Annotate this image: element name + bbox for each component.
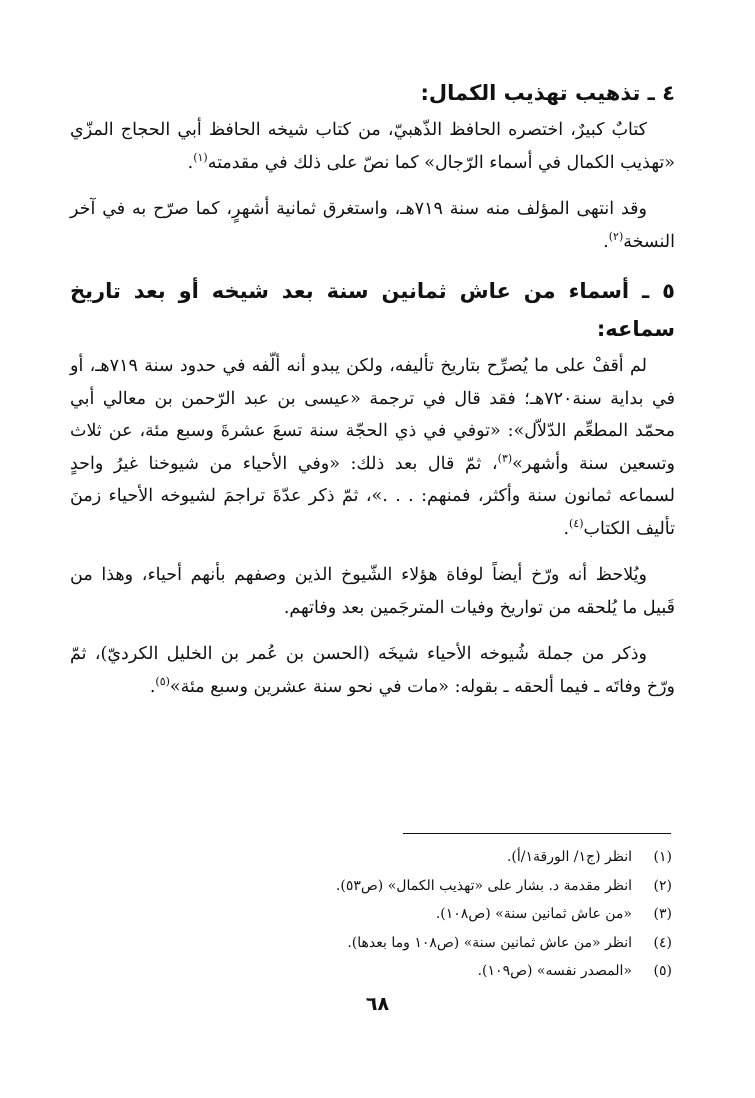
footnote-ref[interactable]: (٤) [569,516,584,530]
paragraph [70,559,675,624]
footnote-ref[interactable]: (٣) [497,451,513,465]
footnote-text: انظر مقدمة د. بشار على «تهذيب الكمال» (ص٥٣). [335,877,632,894]
footnote-ref[interactable]: (٥) [155,674,170,688]
footnote-ref[interactable]: (١) [193,150,208,164]
footnotes-list [80,843,672,986]
footnote-number: (٥) [653,963,672,979]
footnote-text: «المصدر نفسه» (ص١٠٩). [477,963,632,979]
footnote-number: (٣) [653,906,672,922]
paragraph [70,638,675,703]
footnote-item [80,929,672,958]
paragraph-tail: . [563,518,570,539]
paragraph-tail: . [149,676,156,697]
paragraph-text: لم أقفْ على ما يُصرِّح بتاريخ تأليفه، ولكن يبدو أنه ألّفه في حدود سنة ٧١٩هـ، أو في بداية سنة٧٢٠هـ؛ فقد قال في ترجمة «عيسى بن عبد الرّحمن بن معالي أبي محمّد المطعِّم الدّلاّل»: «توفي في ذي الحجّة سنة تسعَ عشرةَ وسبع مئة، عن ثلاث وتسعين سنة وأشهر» [70,356,675,474]
paragraph [70,350,675,545]
page-body [70,70,675,717]
footnote-number: (١) [653,849,672,865]
section-tadhhib [70,74,675,258]
page-number: ٦٨ [365,993,390,1015]
footnote-separator [403,833,671,834]
paragraph-text: وذكر من جملة شُيوخه الأحياء شيخَه (الحسن بن عُمر بن الخليل الكرديّ)، ثمّ ورّخ وفاتَه ـ فيما ألحقه ـ بقوله: «مات في نحو سنة عشرين وسبع مئة» [70,644,675,697]
footnote-item [80,872,672,901]
paragraph [70,114,675,179]
paragraph-text: ويُلاحظ أنه ورّخ أيضاً لوفاة هؤلاء الشّيوخ الذين وصفهم بأنهم أحياء، وهذا من قَبيل ما يُلحقه من تواريخ وفيات المترجَمين بعد وفاتهم. [70,565,675,618]
section-man-ash [70,272,675,703]
footnote-item [80,957,672,986]
footnote-text: انظر «من عاش ثمانين سنة» (ص١٠٨ وما بعدها). [347,934,632,951]
paragraph-tail: ، ثمّ قال بعد ذلك: «وفي الأحياء من شيوخنا غيرُ واحدٍ لسماعه ثمانون سنة وأكثر، فمنهم: . . .»، ثمّ ذكر عدّةَ تراجمَ لشيوخه الأحياء زمنَ تأليف الكتاب [70,453,675,539]
paragraph-text: كتابٌ كبيرٌ، اختصره الحافظ الذّهبيّ، من كتاب شيخه الحافظ أبي الحجاج المزّي «تهذيب الكمال في أسماء الرّجال» كما نصّ على ذلك في مقدمته [70,120,675,173]
section-heading: ٤ ـ تذهيب تهذيب الكمال: [420,81,675,105]
footnote-ref[interactable]: (٢) [608,229,624,243]
footnote-number: (٢) [653,877,672,894]
paragraph [70,193,675,258]
paragraph-text: وقد انتهى المؤلف منه سنة ٧١٩هـ، واستغرق ثمانية أشهرٍ، كما صرّح به في آخر النسخة [70,199,675,252]
footnote-text: «من عاش ثمانين سنة» (ص١٠٨). [435,906,632,922]
paragraph-tail: . [603,231,609,252]
footnote-item [80,900,672,929]
footnote-item [80,843,672,872]
footnote-number: (٤) [653,934,672,951]
footnote-text: انظر (ج١/ الورقة١/أ). [506,849,632,865]
section-heading: ٥ ـ أسماء من عاش ثمانين سنة بعد شيخه أو بعد تاريخ سماعه: [70,279,675,341]
paragraph-tail: . [187,152,194,173]
